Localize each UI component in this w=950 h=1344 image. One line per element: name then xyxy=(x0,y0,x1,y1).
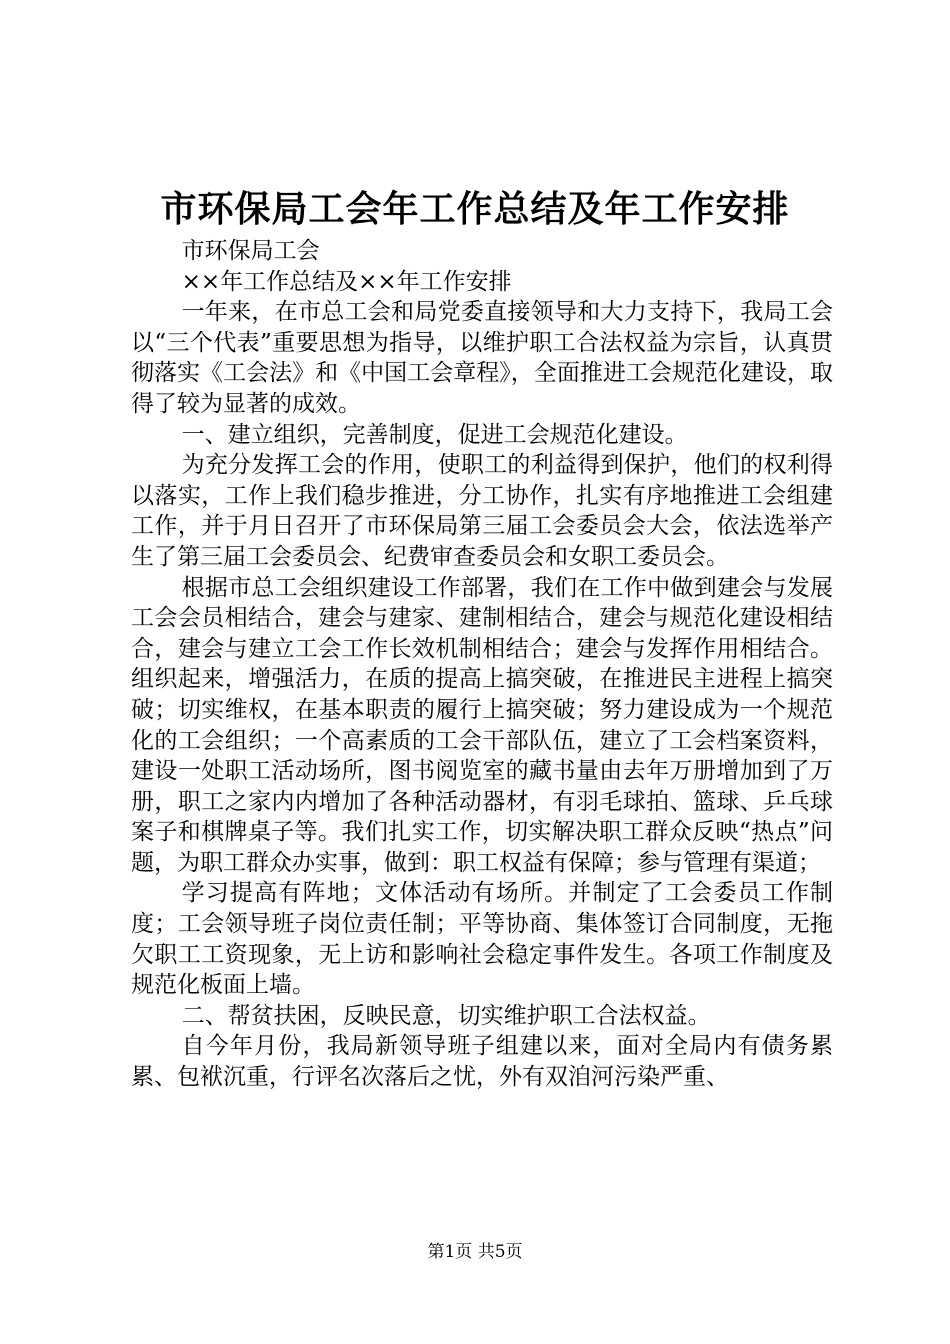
body-paragraph: 根据市总工会组织建设工作部署，我们在工作中做到建会与发展工会会员相结合，建会与建家、建制相结合，建会与规范化建设相结合，建会与建立工会工作长效机制相结合；建会与发挥作用相结合。组织起来，增强活力，在质的提高上搞突破，在推进民主进程上搞突破；切实维权，在基本职责的履行上搞突破；努力建设成为一个规范化的工会组织；一个高素质的工会干部队伍，建立了工会档案资料，建设一处职工活动场所，图书阅览室的藏书量由去年万册增加到了万册，职工之家内内增加了各种活动器材，有羽毛球拍、篮球、乒乓球案子和棋牌桌子等。我们扎实工作，切实解决职工群众反映“热点”问题，为职工群众办实事，做到：职工权益有保障；参与管理有渠道； xyxy=(131,574,833,876)
subtitle-line: ××年工作总结及××年工作安排 xyxy=(181,268,512,295)
section-heading-2: 二、帮贫扶困，反映民意，切实维护职工合法权益。 xyxy=(181,1002,711,1029)
intro-paragraph: 一年来，在市总工会和局党委直接领导和大力支持下，我局工会以“三个代表”重要思想为指导，以维护职工合法权益为宗旨，认真贯彻落实《工会法》和《中国工会章程》，全面推进工会规范化建设，取得了较为显著的成效。 xyxy=(131,299,833,417)
document-body xyxy=(131,236,833,1093)
section-heading-1: 一、建立组织，完善制度，促进工会规范化建设。 xyxy=(181,421,688,448)
document-title: 市环保局工会年工作总结及年工作安排 xyxy=(160,188,790,230)
body-paragraph: 学习提高有阵地；文体活动有场所。并制定了工会委员工作制度；工会领导班子岗位责任制；平等协商、集体签订合同制度，无拖欠职工工资现象，无上访和影响社会稳定事件发生。各项工作制度及规范化板面上墙。 xyxy=(131,880,833,999)
org-name-line: 市环保局工会 xyxy=(181,238,320,264)
page-footer: 第1页 共5页 xyxy=(427,1242,523,1262)
body-paragraph: 自今年月份，我局新领导班子组建以来，面对全局内有债务累累、包袱沉重，行评名次落后之忧，外有双洎河污染严重、 xyxy=(131,1033,833,1091)
body-paragraph: 为充分发挥工会的作用，使职工的利益得到保护，他们的权利得以落实，工作上我们稳步推进，分工协作，扎实有序地推进工会组建工作，并于月日召开了市环保局第三届工会委员会大会，依法选举产生了第三届工会委员会、纪费审查委员会和女职工委员会。 xyxy=(131,452,833,570)
